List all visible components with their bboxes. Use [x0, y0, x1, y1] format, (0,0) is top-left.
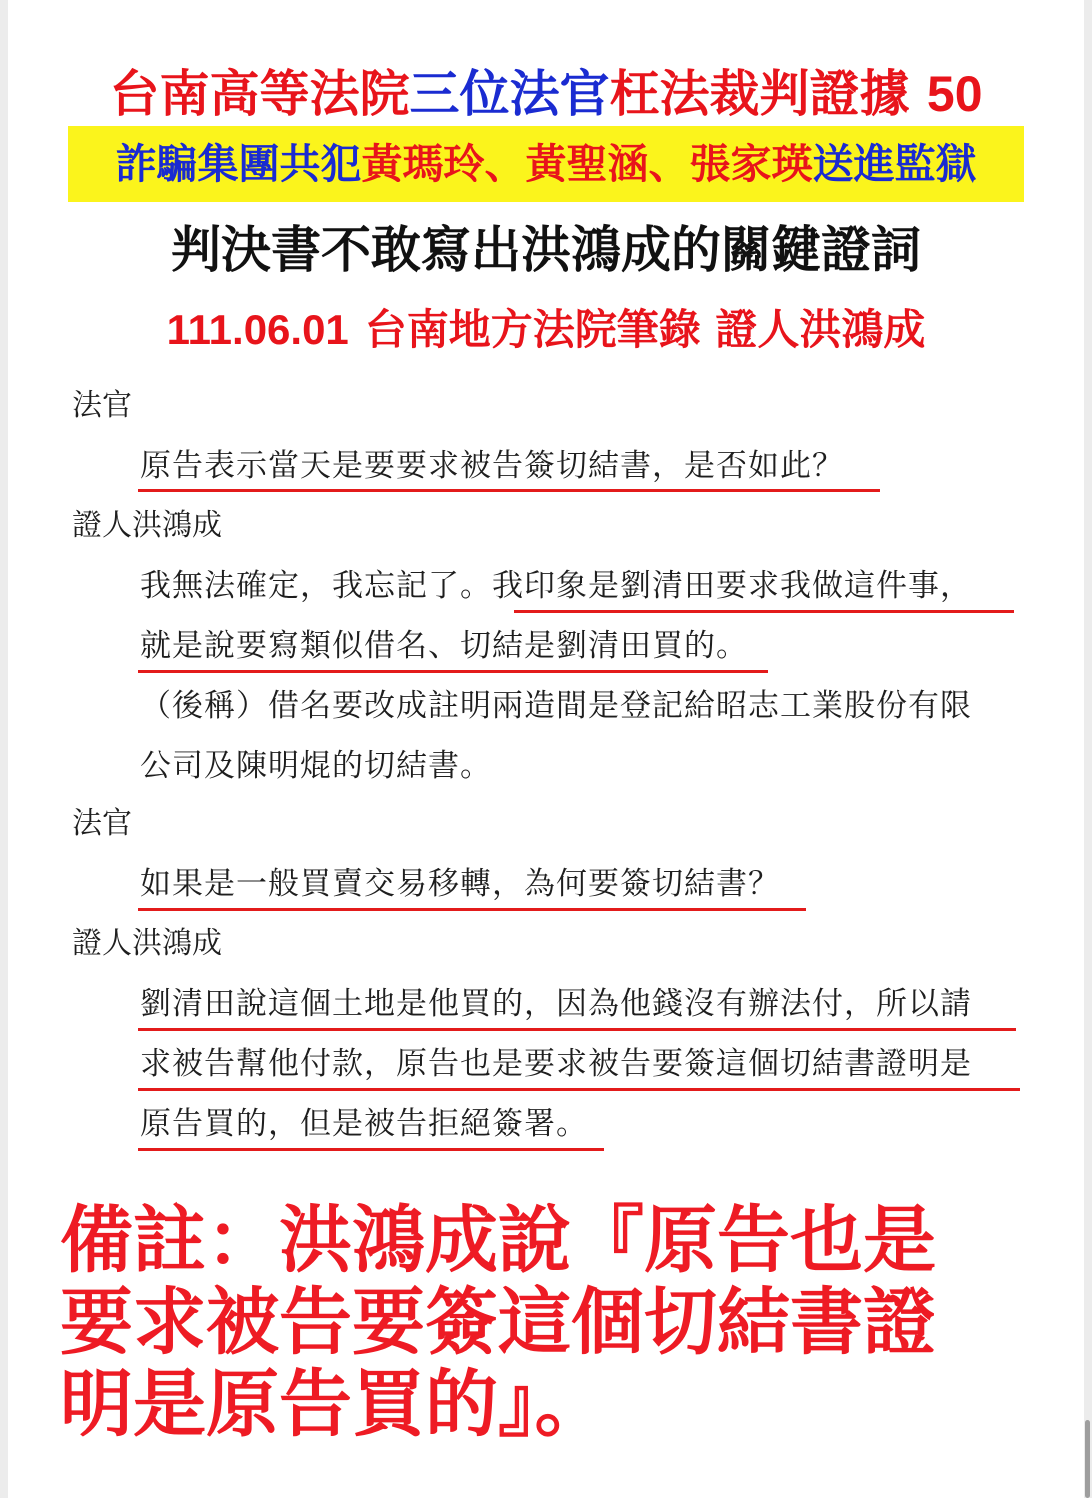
answer-marked-text: 我印象是劉清田要求我做這件事，	[492, 568, 972, 604]
red-underline	[138, 1088, 1020, 1091]
witness-answer-1-line-2: 就是說要寫類似借名、切結是劉清田買的。	[140, 628, 748, 664]
headline-title	[0, 62, 1092, 126]
note-line-2: 要求被告要簽這個切結書證	[60, 1280, 936, 1365]
speaker-judge-2: 法官	[72, 806, 132, 841]
headline-judges: 三位法官	[409, 65, 610, 123]
record-title: 台南地方法院筆錄 證人洪鴻成	[364, 305, 926, 354]
subtitle-key-testimony: 判決書不敢寫出洪鴻成的關鍵證詞	[171, 221, 921, 279]
witness-answer-2-line-1: 劉清田說這個土地是他買的，因為他錢沒有辦法付，所以請	[140, 986, 972, 1022]
answer-plain-text: 我無法確定，我忘記了。	[140, 568, 492, 604]
note-line-3: 明是原告買的』。	[60, 1362, 608, 1447]
red-underline	[514, 610, 1014, 613]
subtitle-part-3: 送進監獄	[812, 140, 977, 188]
judge-question-2: 如果是一般買賣交易移轉，為何要簽切結書？	[140, 866, 780, 902]
speaker-witness-2: 證人洪鴻成	[72, 926, 222, 961]
witness-answer-2-line-2: 求被告幫他付款，原告也是要求被告要簽這個切結書證明是	[140, 1046, 972, 1082]
witness-answer-1-line-3: （後稱）借名要改成註明兩造間是登記給昭志工業股份有限	[140, 688, 972, 724]
scrollbar-thumb[interactable]	[1085, 1420, 1090, 1498]
witness-answer-1-line-4: 公司及陳明焜的切結書。	[140, 748, 492, 784]
record-date: 111.06.01	[166, 306, 349, 353]
red-underline	[138, 670, 768, 673]
red-underline	[138, 908, 806, 911]
judge-question-1: 原告表示當天是要要求被告簽切結書，是否如此？	[140, 448, 844, 484]
subtitle-names: 黃瑪玲、黃聖涵、張家瑛	[361, 140, 813, 188]
headline-number: 50	[926, 66, 983, 122]
headline-court: 台南高等法院	[109, 65, 410, 123]
witness-answer-1-line-1	[140, 566, 972, 606]
speaker-witness-1: 證人洪鴻成	[72, 508, 222, 543]
subtitle-part-1: 詐騙集團共犯	[115, 140, 362, 188]
speaker-judge-1: 法官	[72, 388, 132, 423]
red-underline	[138, 489, 880, 492]
red-underline	[138, 1148, 604, 1151]
highlighted-subtitle	[68, 126, 1024, 202]
headline-evidence: 枉法裁判證據	[609, 65, 910, 123]
record-heading	[0, 298, 1092, 362]
witness-answer-2-line-3: 原告買的，但是被告拒絕簽署。	[140, 1106, 588, 1142]
note-line-1: 備註：洪鴻成說『原告也是	[60, 1198, 936, 1283]
red-underline	[138, 1028, 1016, 1031]
